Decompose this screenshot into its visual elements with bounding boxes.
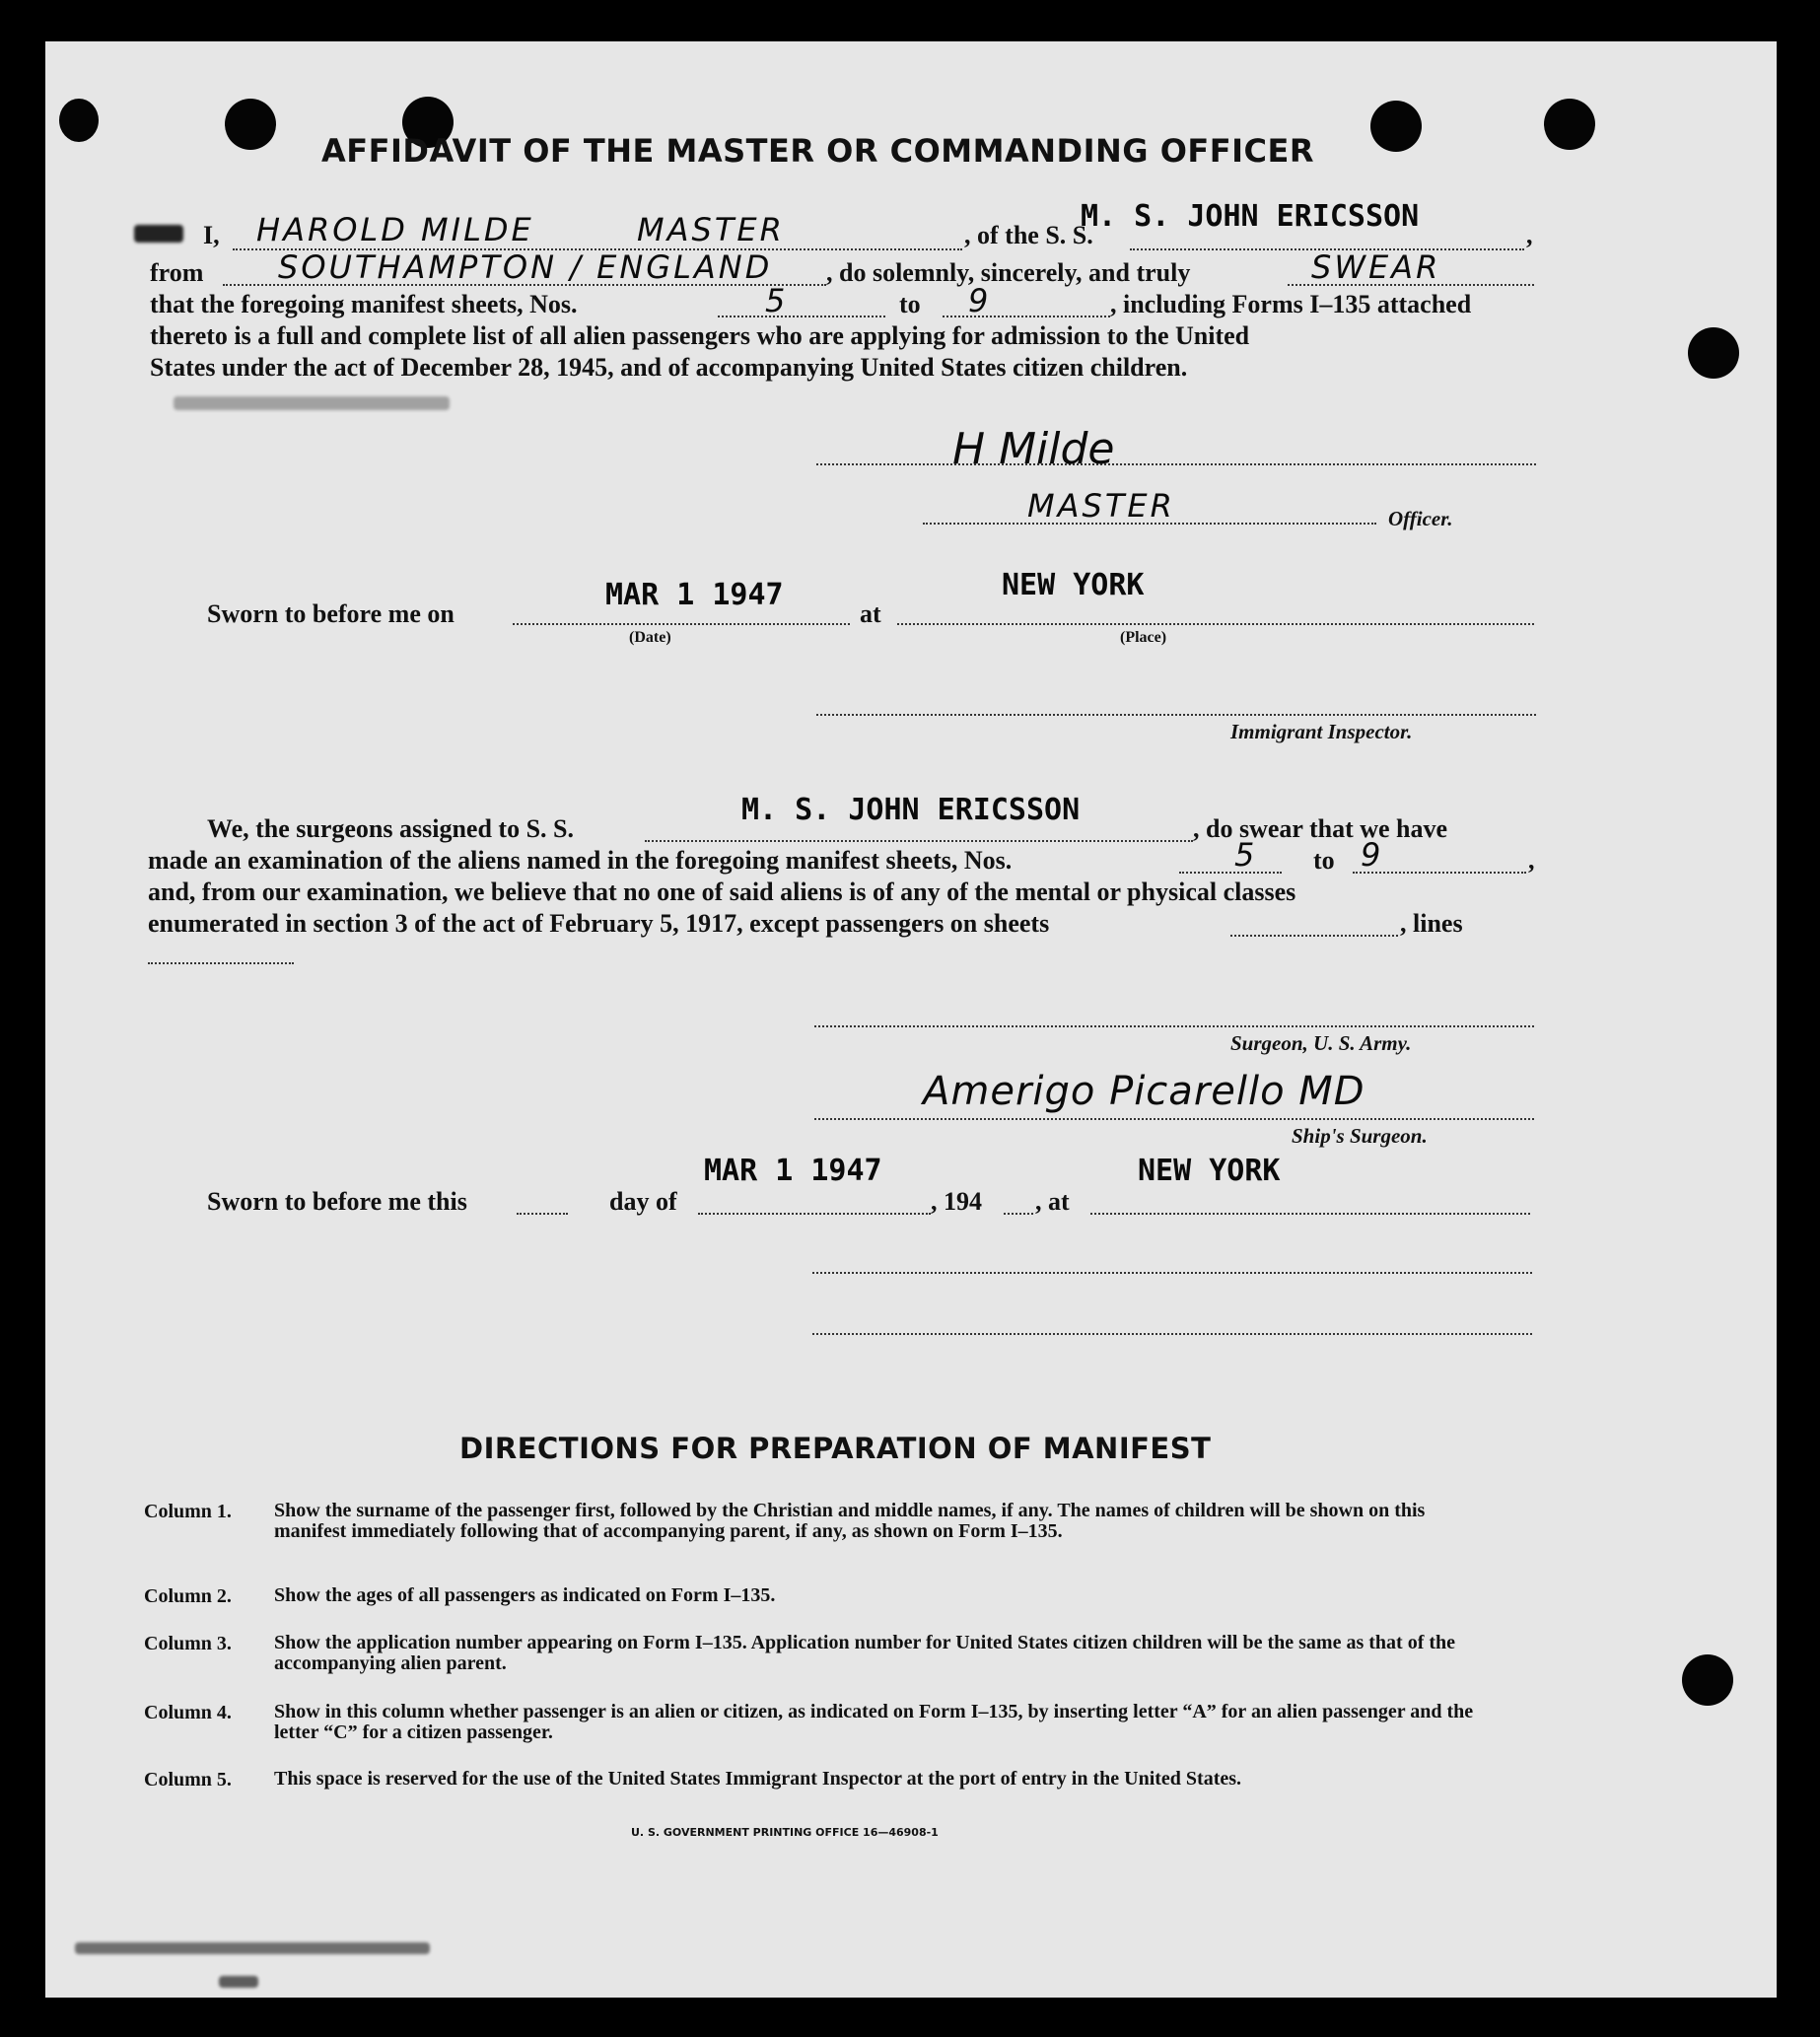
inspector-label: Immigrant Inspector. (1230, 720, 1413, 743)
place-caption: (Place) (1120, 629, 1167, 646)
manifest-sheets-text: that the foregoing manifest sheets, Nos. (150, 290, 578, 318)
punch-hole (1688, 327, 1739, 379)
column-3-text: Show the application number appearing on Form I–135. Application number for United States citizen children will be the same as that of the accompanying alien parent. (274, 1632, 1456, 1674)
sworn-this-label: Sworn to before me this (207, 1187, 467, 1216)
examination-line-3: and, from our examination, we believe that no one of said aliens is of any of the mental or physical classes (148, 878, 1296, 906)
comma: , (1528, 846, 1535, 875)
surgeon-sworn-place-stamp: NEW YORK (1138, 1154, 1281, 1188)
master-rank: MASTER (637, 211, 785, 248)
column-4-text: Show in this column whether passenger is an alien or citizen, as indicated on Form I–135, by inserting letter “A” for an alien passenger and the letter “C” for a citizen passenger. (274, 1701, 1474, 1743)
solemnly-label: , do solemnly, sincerely, and truly (826, 258, 1191, 287)
surgeon-sheet-to: 9 (1361, 836, 1384, 874)
column-2-text: Show the ages of all passengers as indicated on Form I–135. (274, 1584, 776, 1606)
except-sheets-line (1230, 935, 1398, 937)
day-line (517, 1213, 568, 1215)
date-caption: (Date) (629, 629, 671, 646)
lines-label: , lines (1400, 909, 1463, 938)
affidavit-title: AFFIDAVIT OF THE MASTER OR COMMANDING OFFICER (321, 132, 1314, 170)
column-1-text: Show the surname of the passenger first, followed by the Christian and middle names, if any. The names of children will be shown on this manifest immediately following that of accompanying parent, if any, as shown on Form I–135. (274, 1500, 1426, 1542)
master-name: HAROLD MILDE (256, 211, 534, 248)
surgeon-sheet-from: 5 (1234, 836, 1258, 874)
forms-text: , including Forms I–135 attached (1110, 290, 1472, 318)
swear-text: , do swear that we have (1193, 814, 1448, 843)
sworn-date-stamp: MAR 1 1947 (605, 578, 784, 612)
surgeon-sworn-date-stamp: MAR 1 1947 (704, 1154, 882, 1188)
ink-smudge (75, 1942, 430, 1954)
surgeon-to-label: to (1313, 846, 1335, 875)
month-line (698, 1213, 931, 1215)
army-surgeon-label: Surgeon, U. S. Army. (1230, 1031, 1412, 1055)
punch-hole (225, 99, 276, 150)
ships-surgeon-label: Ship's Surgeon. (1292, 1124, 1428, 1148)
comma: , (1526, 221, 1533, 249)
directions-title: DIRECTIONS FOR PREPARATION OF MANIFEST (459, 1432, 1212, 1465)
officer-label: Officer. (1388, 507, 1453, 530)
examination-line-4: enumerated in section 3 of the act of February 5, 1917, except passengers on sheets (148, 909, 1050, 938)
from-label: from (150, 258, 204, 287)
surgeon-at-label: , at (1035, 1187, 1070, 1216)
sheet-from-line (718, 316, 885, 317)
sworn-label: Sworn to before me on (207, 599, 455, 628)
ink-smudge (174, 396, 450, 410)
column-4-label: Column 4. (144, 1702, 232, 1723)
punch-hole (1544, 99, 1595, 150)
surgeon-ship-stamp: M. S. JOHN ERICSSON (741, 793, 1081, 827)
inspector-signature-line (816, 714, 1536, 716)
of-ship-label: , of the S. S. (964, 221, 1093, 249)
punch-hole (1682, 1654, 1733, 1706)
at-label: at (860, 599, 881, 628)
column-5-label: Column 5. (144, 1769, 232, 1791)
surgeon-sheet-from-line (1179, 872, 1282, 874)
signature-line (812, 1272, 1532, 1274)
master-signature: H Milde (952, 424, 1115, 474)
year-label: , 194 (931, 1187, 982, 1216)
master-signature-line (816, 463, 1536, 465)
surgeon-place-line (1090, 1213, 1530, 1215)
column-5-text: This space is reserved for the use of the United States Immigrant Inspector at the port of entry in the United States. (274, 1768, 1242, 1790)
signature-line (812, 1333, 1532, 1335)
document-sheet (45, 41, 1777, 1998)
ink-smudge (219, 1976, 258, 1988)
surgeon-ship-line (645, 840, 1193, 842)
day-of-label: day of (609, 1187, 677, 1216)
i-label: I, (203, 221, 220, 249)
surgeons-text: We, the surgeons assigned to S. S. (207, 814, 574, 843)
affidavit-line-5: States under the act of December 28, 1945, and of accompanying United States citizen children. (150, 353, 1188, 382)
column-3-label: Column 3. (144, 1633, 232, 1654)
surgeon-signature: Amerigo Picarello MD (923, 1069, 1365, 1114)
printing-office-imprint: U. S. GOVERNMENT PRINTING OFFICE 16—46908-1 (631, 1826, 939, 1839)
army-surgeon-line (814, 1025, 1534, 1027)
ship-name-stamp: M. S. JOHN ERICSSON (1081, 199, 1420, 234)
punch-hole (59, 99, 99, 142)
from-port: SOUTHAMPTON / ENGLAND (278, 248, 773, 286)
officer-title: MASTER (1027, 487, 1175, 525)
sheet-to: 9 (968, 282, 992, 319)
year-line (1004, 1213, 1033, 1215)
column-2-label: Column 2. (144, 1585, 232, 1607)
sworn-place-stamp: NEW YORK (1002, 568, 1145, 602)
sheet-from: 5 (765, 282, 789, 319)
sworn-place-line (897, 623, 1534, 625)
lines-line (148, 962, 294, 964)
punch-hole (1370, 101, 1422, 152)
affidavit-line-4: thereto is a full and complete list of all alien passengers who are applying for admission to the United (150, 321, 1250, 350)
ships-surgeon-line (814, 1118, 1534, 1120)
ink-smudge (134, 225, 183, 243)
oath-word: SWEAR (1311, 248, 1441, 286)
to-label: to (899, 290, 921, 318)
sworn-date-line (513, 623, 850, 625)
column-1-label: Column 1. (144, 1501, 232, 1522)
examination-text: made an examination of the aliens named in the foregoing manifest sheets, Nos. (148, 846, 1013, 875)
